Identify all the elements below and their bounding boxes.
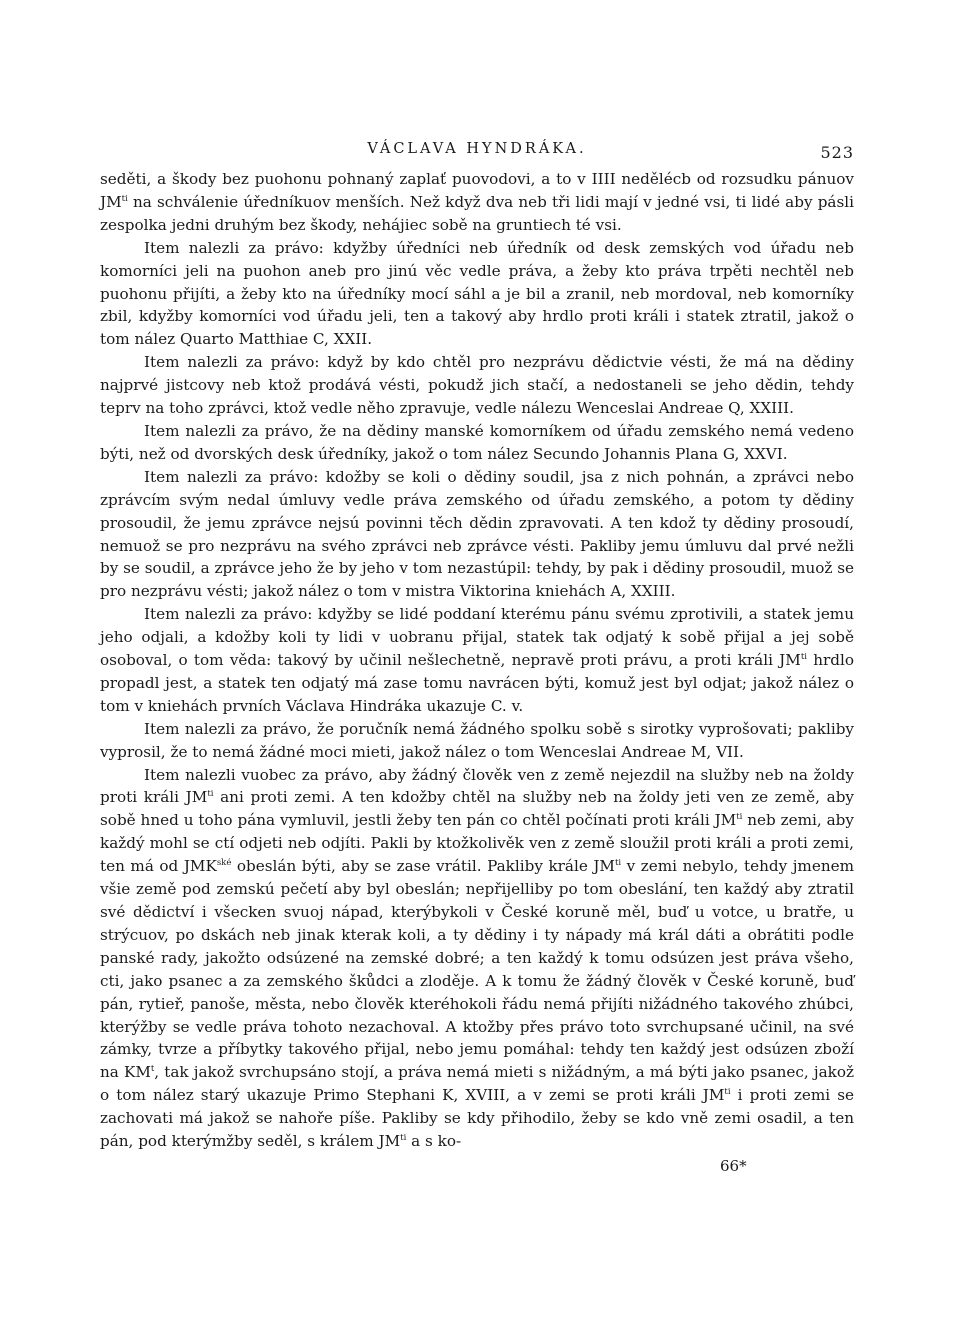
superscript: ti [724, 1087, 731, 1098]
text-run: seděti, a škody bez puohonu pohnaný zaplať puovodovi, a to v IIII nedělécb od rozsudku pánuov JM [100, 170, 854, 211]
superscript: ti [400, 1133, 407, 1143]
superscript: ti [736, 812, 743, 823]
paragraph [100, 168, 854, 237]
text-run: Item nalezli za právo: když by kdo chtěl pro nezprávu dědictvie vésti, že má na dědiny najprvé jistcovy neb ktož prodává vésti, pokudž jich stačí, a nedostaneli se jeho dědin, tehdy teprv na toho zprávci, ktož vedle něho zpravuje, vedle nálezu Wenceslai Andreae Q, XXIII. [100, 353, 854, 418]
text-run: v zemi nebylo, tehdy jmenem všie země pod zemskú pečetí aby byl obeslán; nepřijelliby po tom obeslání, ten každý aby ztratil své dědictví i všecken svuoj nápad, kterýbykoli v České koruně měl, buď u votce, u bratře, u strýcuov, po dskách neb jinak kterak koli, a ty dědiny i ty nápady má král dáti a obrátiti podle panské rady, jakožto odsúzené na zemské dobré; a ten každý k tomu odsúzen jest práva všeho, cti, jako psanec a za zemského škůdci a zloděje. A k tomu že žádný člověk v České koruně, buď pán, rytieř, panoše, města, nebo člověk kteréhokoli řádu nemá přijíti nižádného takového zhúbci, kterýžby se vedle práva tohoto nezachoval. A ktožby přes právo toto svrchupsané učinil, na své zámky, tvrze a příbytky takového přijal, nebo jemu pomáhal: tehdy ten každý jest odsúzen zboží na KM [100, 857, 854, 1082]
text-run: a s ko- [406, 1132, 462, 1151]
running-title: VÁCLAVA HYNDRÁKA. [367, 141, 587, 157]
text-run: Item nalezli za právo, že poručník nemá žádného spolku sobě s sirotky vyprošovati; pakliby vyprosil, že to nemá žádné moci mieti, jakož nález o tom Wenceslai Andreae M, VII. [100, 719, 854, 761]
paragraph [100, 237, 854, 352]
text-run: obeslán býti, aby se zase vrátil. Pakliby krále JM [231, 857, 615, 876]
text-run: Item nalezli za právo: kdyžby se lidé poddaní kterému pánu svému zprotivili, a statek jemu jeho odjali, a kdožby koli ty lidi v uobranu přijal, statek tak odjatý k sobě přijal a jej sobě osoboval, o tom věda: takový by učinil nešlechetně, nepravě proti právu, a proti králi JM [100, 605, 854, 670]
superscript: ti [121, 193, 128, 204]
text-run: na schválenie úředníkuov menších. Než když dva neb tři lidi mají v jedné vsi, ti lidé aby pásli zespolka jedni druhým bez škody, nehájiec sobě na gruntiech té vsi. [100, 192, 854, 234]
superscript: ti [800, 651, 807, 662]
text-run: Item nalezli za právo: kdožby se koli o dědiny soudil, jsa z nich pohnán, a zprávci nebo zprávcím svým nedal úmluvy vedle práva zemského od úřadu zemského, a potom ty dědiny prosoudil, že jemu zprávce nejsú povinni těch dědin zpravovati. A ten kdož ty dědiny prosoudí, nemuož se pro nezprávu na svého zprávci neb zprávce vésti. Pakliby jemu úmluvu dal prvé nežli by se soudil, a zprávce jeho že by jeho v tom nezastúpil: tehdy, by pak i dědiny prosoudil, muož se pro nezprávu vésti; jakož nález o tom v mistra Viktorina kniehách A, XXIII. [100, 467, 854, 601]
superscript: ti [614, 858, 622, 869]
paragraph [100, 603, 854, 718]
paragraph [100, 718, 854, 764]
text-run: neb zemi, aby každý mohl se ctí odjeti neb odjíti. Pakli by ktožkolivěk ven z země sloužil proti králi a proti zemi, ten má od JMK [100, 811, 854, 876]
paragraph [100, 764, 854, 1153]
body-text [100, 168, 854, 1153]
page-number: 523 [820, 143, 854, 162]
paragraph [100, 351, 854, 420]
text-run: Item nalezli za právo, že na dědiny manské komorníkem od úřadu zemského nemá vedeno býti, než od dvorských desk úředníky, jakož o tom nález Secundo Johannis Plana G, XXVI. [100, 421, 854, 463]
text-run: hrdlo propadl jest, a statek ten odjatý má zase tomu navrácen býti, komuž jest byl odjat; jakož nález o tom v kniehách prvních Václava Hindráka ukazuje C. v. [100, 651, 854, 715]
text-run: Item nalezli vuobec za právo, aby žádný člověk ven z země nejezdil na služby neb na žoldy proti králi JM [100, 765, 854, 807]
paragraph [100, 466, 854, 603]
text-run: i proti zemi se zachovati má jakož se nahoře píše. Pakliby se kdy přihodilo, žeby se kdo vně zemi osadil, a ten pán, pod kterýmžby seděl, s králem JM [100, 1086, 854, 1151]
text-run: , tak jakož svrchupsáno stojí, a práva nemá mieti s nižádným, a má býti jako psanec, jakož o tom nález starý ukazuje Primo Stephani K, XVIII, a v zemi se proti králi JM [100, 1063, 854, 1105]
superscript: ské [216, 858, 232, 869]
signature-mark: 66* [720, 1156, 747, 1175]
running-header [100, 138, 854, 168]
superscript: ti [207, 789, 214, 800]
paragraph [100, 420, 854, 466]
text-run: ani proti zemi. A ten kdožby chtěl na služby neb na žoldy jeti ven ze země, aby sobě hned u toho pána vymluvil, jestli žeby ten pán co chtěl počínati proti králi JM [100, 788, 854, 830]
text-run: Item nalezli za právo: kdyžby úředníci neb úředník od desk zemských vod úřadu neb komorníci jeli na puohon aneb pro jinú věc vedle práva, a žeby kto práva trpěti nechtěl neb puohonu přijíti, a žeby kto na úředníky mocí sáhl a je bil a zranil, neb mordoval, neb komorníky zbil, kdyžby komorníci vod úřadu jeli, ten a takový aby hrdlo proti králi i statek ztratil, jakož o tom nález Quarto Matthiae C, XXII. [100, 238, 854, 349]
superscript: t [150, 1064, 155, 1075]
